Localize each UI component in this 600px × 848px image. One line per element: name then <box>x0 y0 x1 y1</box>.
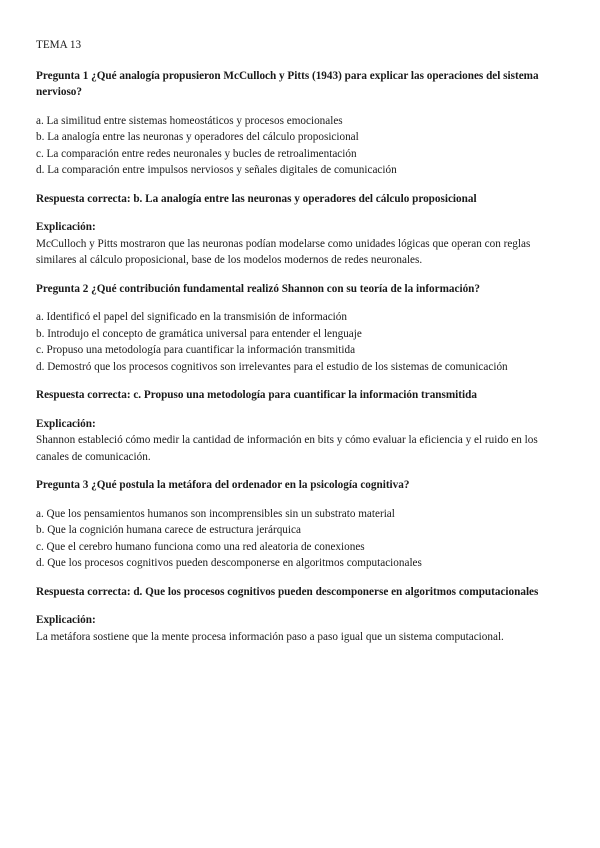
option-c: c. Propuso una metodología para cuantificar la información transmitida <box>36 344 356 356</box>
option-a: a. Que los pensamientos humanos son incomprensibles sin un substrato material <box>36 507 395 520</box>
option-d: d. Demostró que los procesos cognitivos son irrelevantes para el estudio de los sistemas de comunicación <box>36 360 508 373</box>
option-a: a. La similitud entre sistemas homeostáticos y procesos emocionales <box>36 114 343 127</box>
question-block-3 <box>36 477 560 645</box>
question-block-2 <box>36 281 560 466</box>
option-b: b. Que la cognición humana carece de estructura jerárquica <box>36 524 301 536</box>
document-title: TEMA 13 <box>36 39 82 51</box>
options-list <box>36 113 560 179</box>
correct-answer: Respuesta correcta: c. Propuso una metodología para cuantificar la información transmitida <box>36 389 477 401</box>
option-b: b. Introdujo el concepto de gramática universal para entender el lenguaje <box>36 327 362 340</box>
question-heading: Pregunta 3 ¿Qué postula la metáfora del ordenador en la psicología cognitiva? <box>36 479 410 491</box>
explanation-label: Explicación: <box>36 221 96 233</box>
question-heading: Pregunta 1 ¿Qué analogía propusieron McCulloch y Pitts (1943) para explicar las operaciones del sistema nervioso? <box>36 69 539 98</box>
option-c: c. La comparación entre redes neuronales y bucles de retroalimentación <box>36 147 357 160</box>
explanation-text: La metáfora sostiene que la mente procesa información paso a paso igual que un sistema computacional. <box>36 630 504 643</box>
option-c: c. Que el cerebro humano funciona como una red aleatoria de conexiones <box>36 540 365 553</box>
explanation-label: Explicación: <box>36 614 96 626</box>
options-list <box>36 309 560 375</box>
correct-answer: Respuesta correcta: d. Que los procesos cognitivos pueden descomponerse en algoritmos computacionales <box>36 585 539 598</box>
explanation-text: McCulloch y Pitts mostraron que las neuronas podían modelarse como unidades lógicas que operan con reglas similares al cálculo proposicional, base de los modelos modernos de redes neuronales. <box>36 237 531 266</box>
option-d: d. Que los procesos cognitivos pueden descomponerse en algoritmos computacionales <box>36 557 422 569</box>
correct-answer: Respuesta correcta: b. La analogía entre las neuronas y operadores del cálculo proposicional <box>36 192 477 205</box>
option-b: b. La analogía entre las neuronas y operadores del cálculo proposicional <box>36 131 359 143</box>
explanation-label: Explicación: <box>36 417 96 430</box>
option-d: d. La comparación entre impulsos nerviosos y señales digitales de comunicación <box>36 164 397 176</box>
question-heading: Pregunta 2 ¿Qué contribución fundamental realizó Shannon con su teoría de la información? <box>36 282 480 295</box>
option-a: a. Identificó el papel del significado en la transmisión de información <box>36 311 347 323</box>
explanation-text: Shannon estableció cómo medir la cantidad de información en bits y cómo evaluar la eficiencia y el ruido en los canales de comunicación. <box>36 434 538 463</box>
question-block-1 <box>36 68 560 269</box>
options-list <box>36 506 560 572</box>
